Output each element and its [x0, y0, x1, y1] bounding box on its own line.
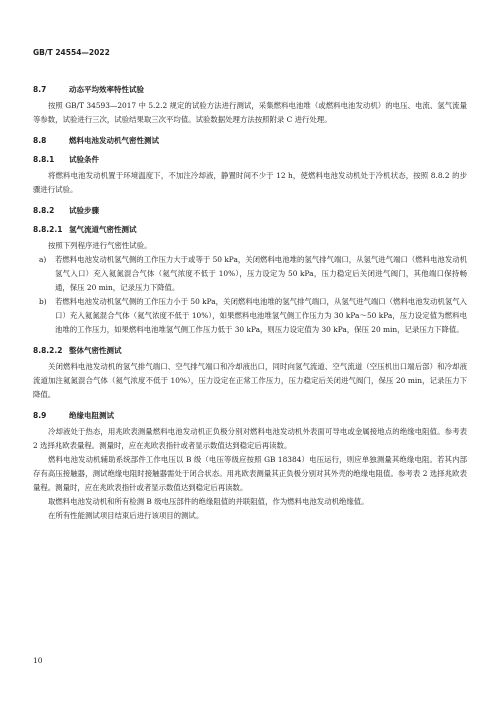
- list-item-text: 若燃料电池发动机氢气侧的工作压力小于 50 kPa，关闭燃料电池堆的氢气排气端口，从氢气进气端口（燃料电池发动机氢气入口）充入氦氮混合气体（氦气浓度不低于 10%），如果燃料电池堆氢气侧工作压力为 30 kPa～50 kPa，压力设定值为燃料电池堆的工作压力，如果燃料电池堆氢气侧工作压力低于 30 kPa，则压力设定值为 30 kPa，保压 20 min，记录压力下降值。: [55, 297, 467, 334]
- standard-number: GB/T 24554—2022: [33, 48, 110, 57]
- section-number: 8.8.2.2: [33, 346, 63, 355]
- section-title: 动态平均效率特性试验: [69, 85, 144, 94]
- section-8-7-heading: [33, 84, 467, 95]
- section-number: 8.8.1: [33, 155, 55, 164]
- document-body: [33, 84, 467, 523]
- paragraph: 按照下列程序进行气密性试验。: [48, 241, 152, 250]
- section-title: 燃料电池发动机气密性测试: [69, 136, 159, 145]
- page-number: 10: [33, 656, 43, 665]
- list-item-marker: b): [39, 297, 47, 306]
- paragraph: 冷却液处于热态，用兆欧表测量燃料电池发动机正负极分别对燃料电池发动机外表面可导电或金属接地点的绝缘电阻值。参考表 2 选择兆欧表量程。测量时，应在兆欧表指针或者显示数值达到稳定后再读数。: [33, 427, 467, 450]
- section-8-8-heading: [33, 135, 467, 146]
- section-number: 8.9: [33, 411, 47, 420]
- section-title: 试验条件: [69, 155, 99, 164]
- section-number: 8.8.2.1: [33, 225, 63, 234]
- paragraph: 按照 GB/T 34593—2017 中 5.2.2 规定的试验方法进行测试，采集燃料电池堆（或燃料电池发动机）的电压、电流、氢气流量等参数，试验进行三次，试验结果取三次平均值。试验数据处理方法按照附录 C 进行处理。: [33, 101, 467, 124]
- list-item: [33, 295, 467, 337]
- section-8-8-2-1-heading: [33, 224, 467, 235]
- section-title: 试验步骤: [69, 206, 99, 215]
- section-number: 8.8: [33, 136, 47, 145]
- section-title: 整体气密性测试: [69, 346, 122, 355]
- list-item-text: 若燃料电池发动机氢气侧的工作压力大于或等于 50 kPa，关闭燃料电池堆的氢气排气端口，从氢气进气端口（燃料电池发动机氢气入口）充入氦氮混合气体（氦气浓度不低于 10%），压力设定为 50 kPa，压力稳定后关闭进气阀门，其他端口保持畅通，保压 20 min，记录压力下降值。: [55, 255, 467, 292]
- section-number: 8.8.2: [33, 206, 55, 215]
- paragraph: 在所有性能测试项目结束后进行该项目的测试。: [48, 511, 204, 520]
- section-8-8-2-heading: [33, 205, 467, 216]
- list-item-marker: a): [39, 255, 47, 264]
- paragraph: 燃料电池发动机辅助系统部件工作电压以 B 级（电压等级应按照 GB 18384）电压运行，则应单独测量其绝缘电阻。若其内部存有高压接触器，测试绝缘电阻时接触器需处于闭合状态。用兆欧表测量其正负极分别对其外壳的绝缘电阻值。参考表 2 选择兆欧表量程。测量时，应在兆欧表指针或者显示数值达到稳定后再读数。: [33, 455, 467, 492]
- section-8-8-2-2-heading: [33, 345, 467, 356]
- paragraph: 取燃料电池发动机和所有检测 B 级电压部件的绝缘阻值的并联阻值，作为燃料电池发动机绝缘值。: [48, 497, 369, 506]
- section-8-8-1-heading: [33, 154, 467, 165]
- section-title: 氢气流道气密性测试: [69, 225, 137, 234]
- section-title: 绝缘电阻测试: [69, 411, 114, 420]
- list-item: [33, 253, 467, 295]
- paragraph: 将燃料电池发动机置于环境温度下，不加注冷却液，静置时间不少于 12 h，使燃料电池发动机处于冷机状态，按照 8.8.2 的步骤进行试验。: [33, 171, 467, 194]
- section-8-9-heading: [33, 410, 467, 421]
- paragraph: 关闭燃料电池发动机的氢气排气端口、空气排气端口和冷却液出口，同时向氢气流道、空气流道（空压机出口端后部）和冷却液流道加注氦氮混合气体（氦气浓度不低于 10%），压力设定在正常工作压力，压力稳定后关闭进气阀门，保压 20 min，记录压力下降值。: [33, 362, 467, 399]
- section-number: 8.7: [33, 85, 47, 94]
